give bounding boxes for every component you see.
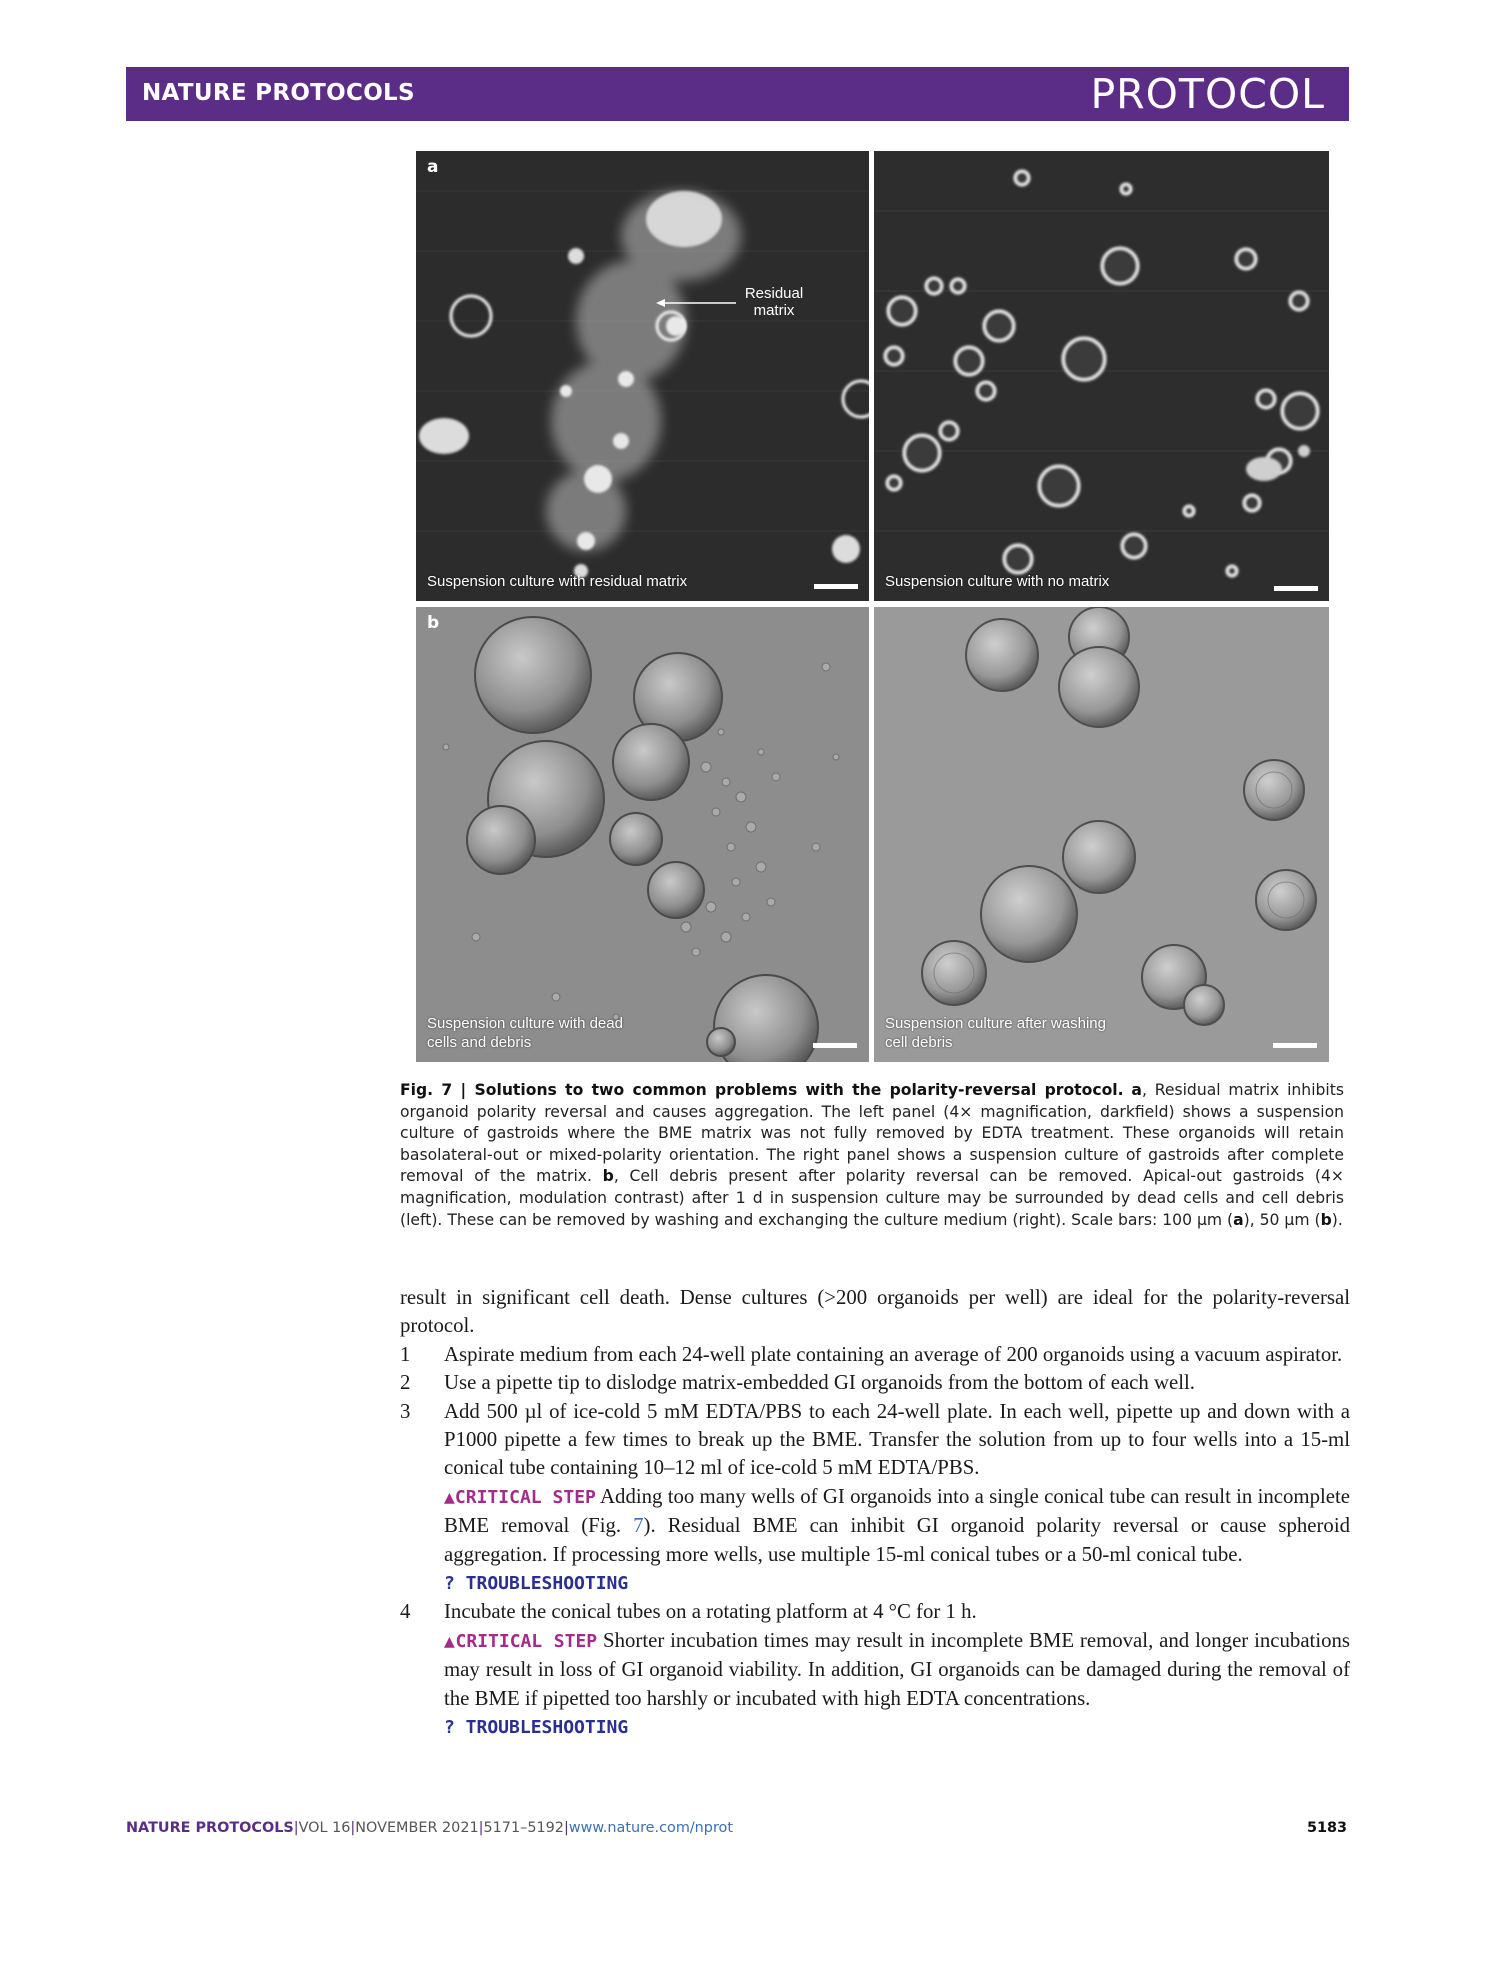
body-text xyxy=(400,1284,1350,1743)
figure-reference-link[interactable]: 7 xyxy=(633,1514,644,1538)
scale-bar xyxy=(1273,1043,1317,1048)
critical-step-label: ▲CRITICAL STEP xyxy=(444,1486,596,1508)
step-number: 2 xyxy=(400,1371,411,1395)
scale-bar xyxy=(813,1043,857,1048)
step-3 xyxy=(400,1398,1350,1599)
figure-caption-label: Fig. 7 | Solutions to two common problems with the polarity-reversal protocol. xyxy=(400,1081,1124,1099)
article-type: PROTOCOL xyxy=(1090,70,1325,118)
scale-bar xyxy=(1274,586,1318,591)
panel-b-right xyxy=(874,607,1329,1062)
footer-citation: NATURE PROTOCOLS|VOL 16|NOVEMBER 2021|5171–5192|www.nature.com/nprot xyxy=(126,1820,733,1836)
step-text: Use a pipette tip to dislodge matrix-embedded GI organoids from the bottom of each well. xyxy=(444,1371,1196,1395)
darkfield-micrograph-image xyxy=(874,151,1329,601)
critical-step-note xyxy=(444,1627,1350,1713)
caption-scale-b: b xyxy=(1320,1210,1332,1229)
modulation-contrast-micrograph-image xyxy=(874,607,1329,1062)
panel-letter: b xyxy=(427,613,440,633)
caption-scale-mid: ), 50 µm ( xyxy=(1243,1210,1321,1229)
panel-caption: Suspension culture with no matrix xyxy=(885,573,1110,590)
figure-7 xyxy=(416,151,1329,1062)
step-text: Add 500 µl of ice-cold 5 mM EDTA/PBS to each 24-well plate. In each well, pipette up and down with a P1000 pipette a few times to break up the BME. Transfer the solution from up to four wells into a 15-ml conical tube containing 10–12 ml of ice-cold 5 mM EDTA/PBS. xyxy=(444,1399,1350,1480)
modulation-contrast-micrograph-image xyxy=(416,607,869,1062)
arrow-left-icon xyxy=(656,297,736,309)
step-number: 1 xyxy=(400,1342,411,1366)
footer-volume: VOL 16 xyxy=(298,1820,351,1836)
critical-step-text: Shorter incubation times may result in incomplete BME removal, and longer incubations may result in loss of GI organoid viability. In addition, GI organoids can be damaged during the removal of the BME if pipetted too harshly or incubated with high EDTA concentrations. xyxy=(444,1628,1351,1710)
journal-header-bar xyxy=(126,67,1349,121)
scale-bar xyxy=(814,584,858,589)
step-number: 4 xyxy=(400,1600,411,1624)
caption-panel-b-label: b xyxy=(602,1167,614,1186)
footer-journal: NATURE PROTOCOLS xyxy=(126,1820,294,1836)
troubleshooting-link[interactable]: ? TROUBLESHOOTING xyxy=(444,1717,629,1739)
journal-name: NATURE PROTOCOLS xyxy=(142,80,415,106)
step-text: Aspirate medium from each 24-well plate containing an average of 200 organoids using a vacuum aspirator. xyxy=(444,1342,1343,1366)
step-2 xyxy=(400,1369,1350,1397)
panel-caption: Suspension culture after washing cell debris xyxy=(885,1015,1106,1051)
panel-caption: Suspension culture with dead cells and debris xyxy=(427,1015,623,1051)
intro-paragraph: result in significant cell death. Dense cultures (>200 organoids per well) are ideal for the polarity-reversal protocol. xyxy=(400,1286,1350,1338)
footer-date: NOVEMBER 2021 xyxy=(355,1820,479,1836)
panel-caption: Suspension culture with residual matrix xyxy=(427,573,688,590)
caption-panel-b-text: , Cell debris present after polarity reversal can be removed. Apical-out gastroids (4× magnification, modulation contrast) after 1 d in suspension culture may be surrounded by dead cells and cell debris (left). These can be removed by washing and exchanging the culture medium (right). Scale bars: 100 µm ( xyxy=(400,1167,1344,1229)
panel-a-right xyxy=(874,151,1329,601)
step-1 xyxy=(400,1341,1350,1369)
step-4 xyxy=(400,1598,1350,1742)
critical-step-text: Adding too many wells of GI organoids into a single conical tube can result in incomplete BME removal (Fig. xyxy=(444,1484,1350,1538)
page-footer xyxy=(126,1820,1349,1844)
footer-url-link[interactable]: www.nature.com/nprot xyxy=(568,1820,733,1836)
footer-pages: 5171–5192 xyxy=(483,1820,564,1836)
step-number: 3 xyxy=(400,1399,411,1423)
step-text: Incubate the conical tubes on a rotating platform at 4 °C for 1 h. xyxy=(444,1600,977,1624)
critical-step-label: ▲CRITICAL STEP xyxy=(444,1630,598,1652)
procedure-steps xyxy=(400,1341,1350,1743)
panel-letter: a xyxy=(427,157,439,177)
panel-a-left xyxy=(416,151,869,601)
caption-scale-end: ). xyxy=(1331,1210,1343,1229)
critical-step-text-cont: ). Residual BME can inhibit GI organoid polarity reversal or cause spheroid aggregation. If processing more wells, use multiple 15-ml conical tubes or a 50-ml conical tube. xyxy=(444,1514,1350,1566)
figure-caption xyxy=(400,1080,1344,1231)
residual-matrix-annotation: Residual matrix xyxy=(744,285,804,319)
panel-b-left xyxy=(416,607,869,1062)
caption-panel-a-label: a xyxy=(1131,1081,1142,1099)
critical-step-note xyxy=(444,1483,1350,1569)
troubleshooting-link[interactable]: ? TROUBLESHOOTING xyxy=(444,1573,629,1595)
caption-scale-a: a xyxy=(1233,1210,1244,1229)
page-number: 5183 xyxy=(1306,1820,1347,1836)
darkfield-micrograph-image xyxy=(416,151,869,601)
caption-panel-a-text: , Residual matrix inhibits organoid polarity reversal and causes aggregation. The left panel (4× magnification, darkfield) shows a suspension culture of gastroids where the BME matrix was not fully removed by EDTA treatment. These organoids will retain basolateral-out or mixed-polarity orientation. The right panel shows a suspension culture of gastroids after complete removal of the matrix. xyxy=(400,1081,1344,1186)
